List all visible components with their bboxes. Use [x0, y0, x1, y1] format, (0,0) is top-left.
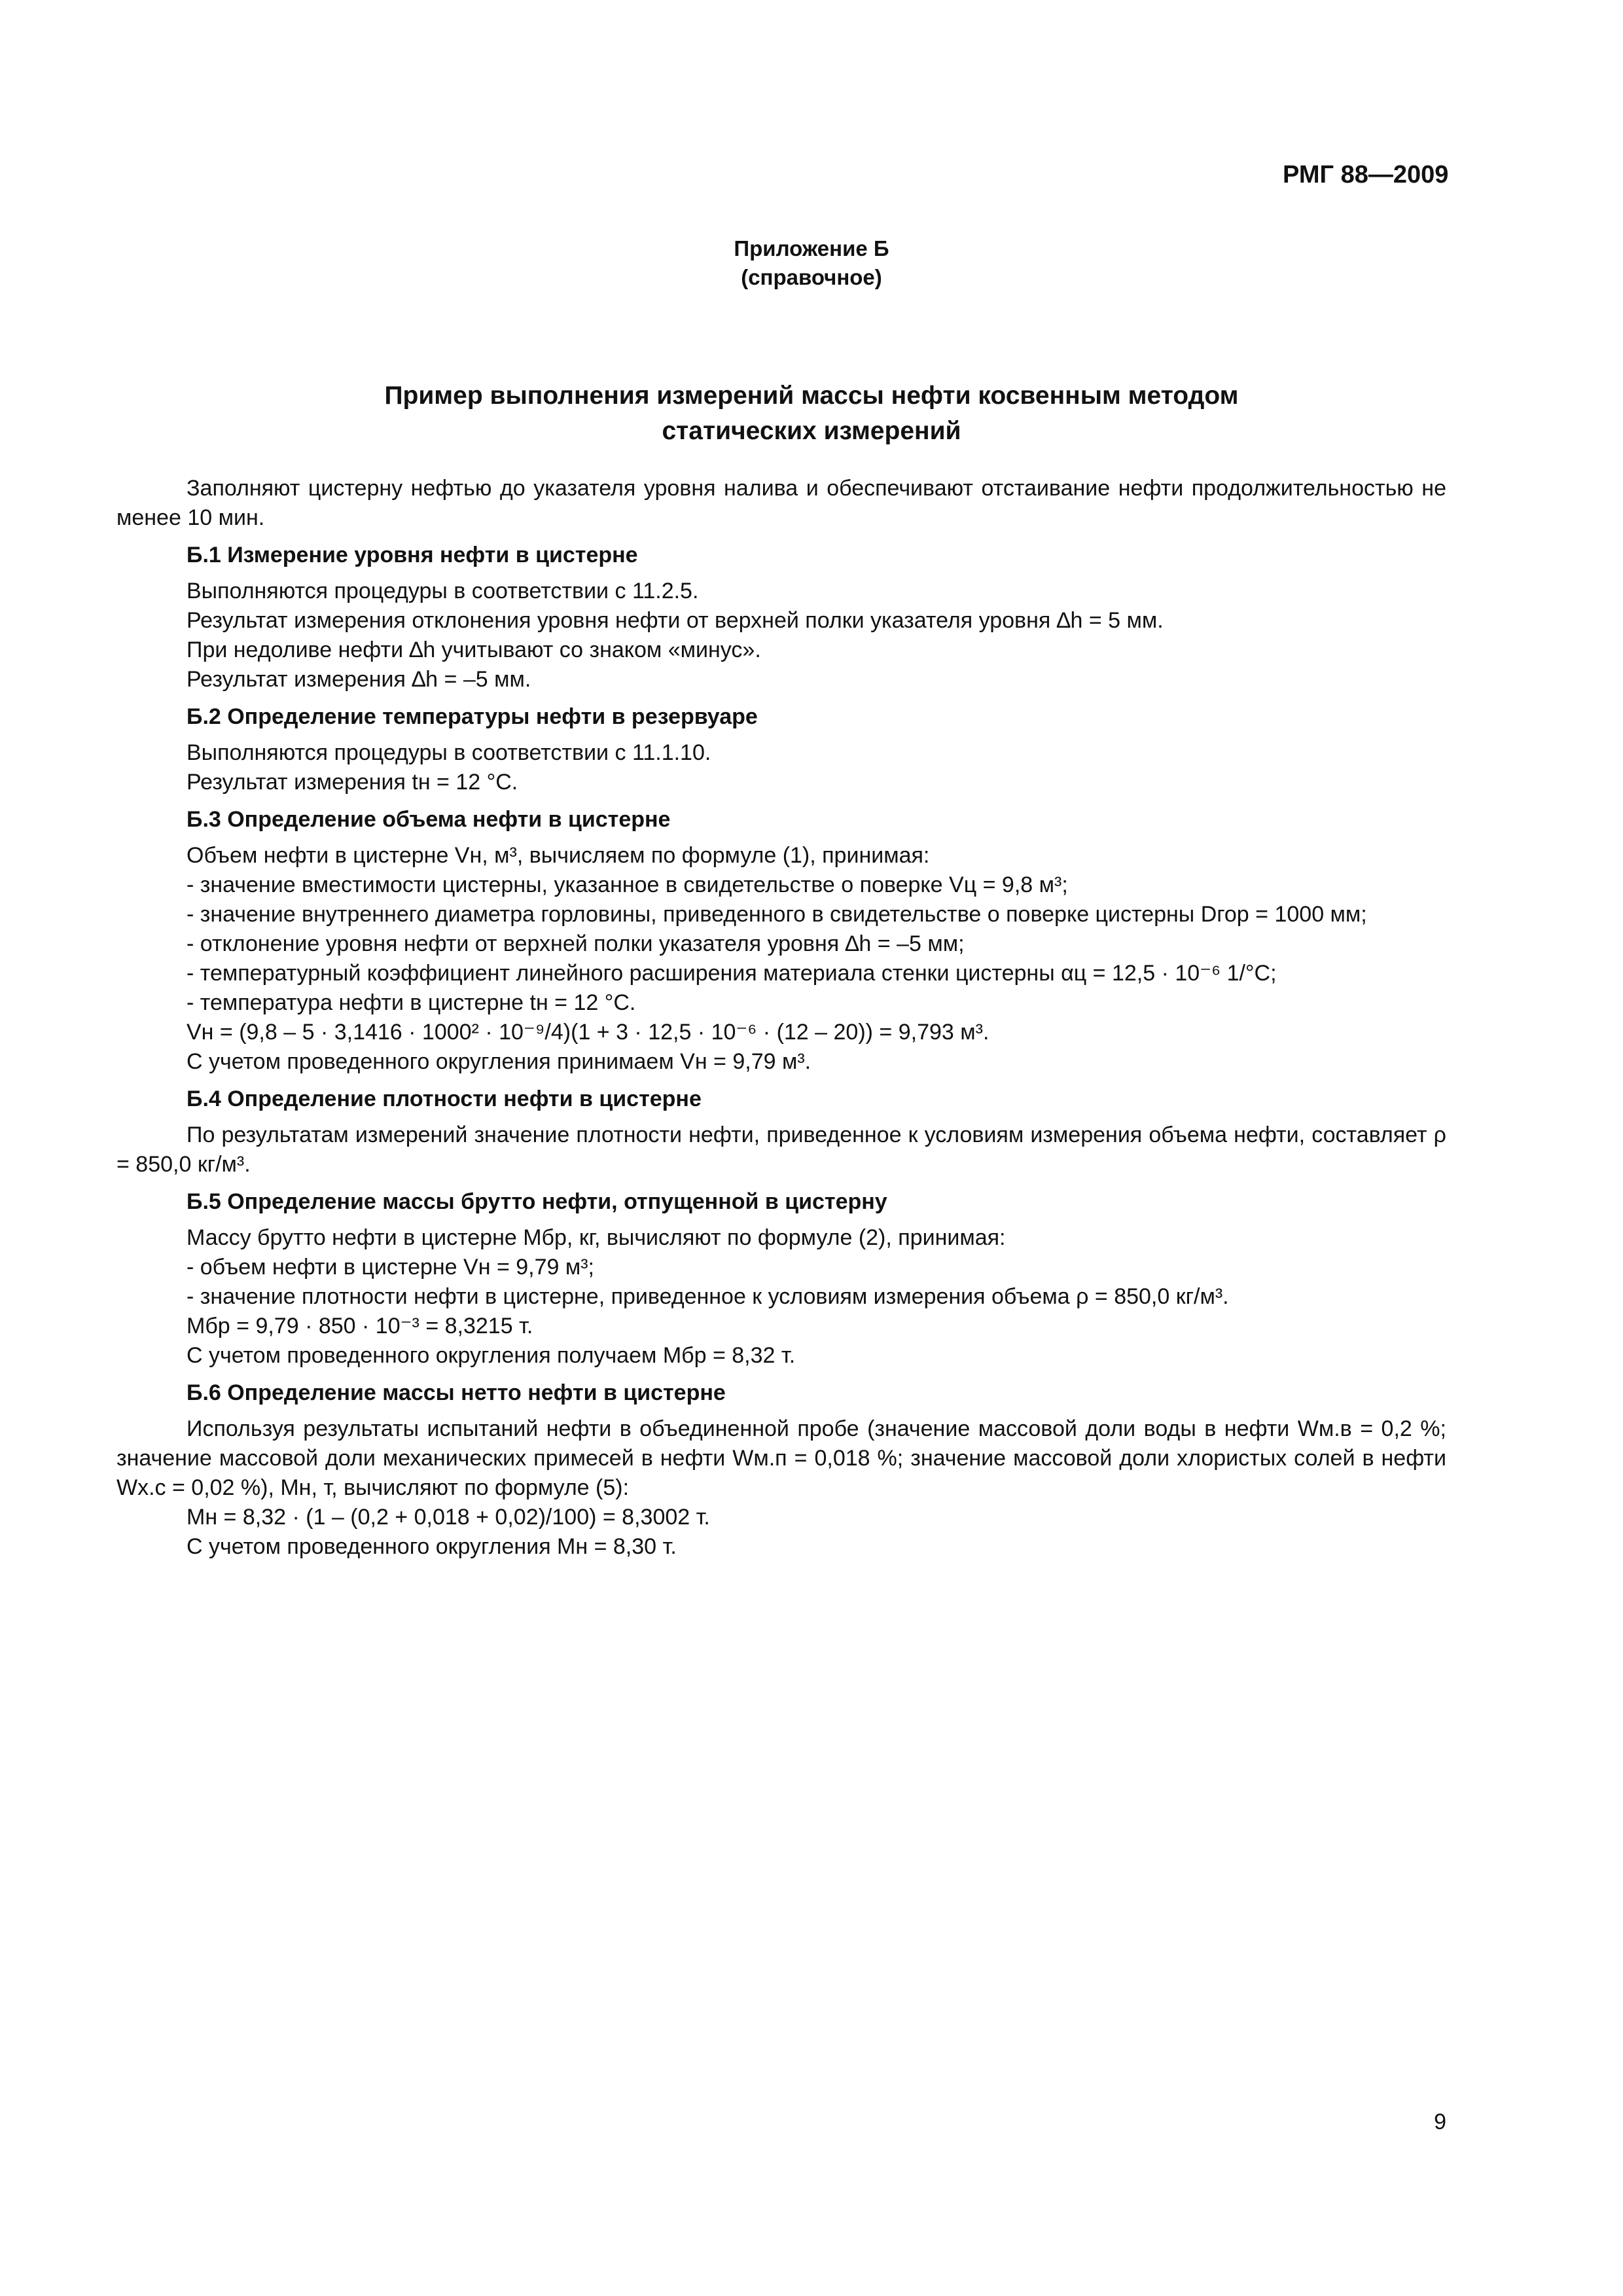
text-line: Результат измерения ∆h = –5 мм. [187, 667, 531, 692]
document-id: РМГ 88—2009 [1283, 161, 1449, 188]
text-line: - температура нефти в цистерне tн = 12 °С. [187, 990, 636, 1015]
section-heading-b5: Б.5 Определение массы брутто нефти, отпущенной в цистерну [187, 1189, 887, 1214]
title-line-1: Пример выполнения измерений массы нефти косвенным методом [384, 382, 1239, 410]
text-paragraph: - значение внутреннего диаметра горловины, приведенного в свидетельстве о поверке цистерны Dгор = 1000 мм; [187, 902, 1367, 927]
text-line: Результат измерения отклонения уровня нефти от верхней полки указателя уровня ∆h = 5 мм. [187, 608, 1164, 633]
text-line: - значение плотности нефти в цистерне, приведенное к условиям измерения объема ρ = 850,0 кг/м³. [187, 1284, 1229, 1309]
text-line: При недоливе нефти ∆h учитывают со знаком «минус». [187, 637, 761, 662]
appendix-type: (справочное) [741, 265, 882, 289]
section-heading-b2: Б.2 Определение температуры нефти в резервуаре [187, 704, 758, 729]
appendix-heading [0, 234, 1623, 292]
formula-line: Мбр = 9,79 · 850 · 10⁻³ = 8,3215 т. [187, 1314, 533, 1338]
text-line: Выполняются процедуры в соответствии с 11.2.5. [187, 579, 699, 603]
text-line: Объем нефти в цистерне Vн, м³, вычисляем по формуле (1), принимая: [187, 843, 930, 868]
intro-paragraph: Заполняют цистерну нефтью до указателя уровня налива и обеспечивают отстаивание нефти продолжительностью не менее 10 мин. [116, 476, 1446, 530]
text-line: Результат измерения tн = 12 °С. [187, 770, 518, 795]
text-line: - температурный коэффициент линейного расширения материала стенки цистерны αц = 12,5 · 10⁻⁶ 1/°С; [187, 961, 1277, 986]
title-line-2: статических измерений [662, 417, 961, 445]
section-heading-b1: Б.1 Измерение уровня нефти в цистерне [187, 543, 638, 567]
text-line: - отклонение уровня нефти от верхней полки указателя уровня ∆h = –5 мм; [187, 931, 965, 956]
section-heading-b4: Б.4 Определение плотности нефти в цистерне [187, 1086, 702, 1111]
document-body [116, 474, 1446, 1562]
text-line: - значение вместимости цистерны, указанное в свидетельстве о поверке Vц = 9,8 м³; [187, 872, 1068, 897]
text-paragraph: По результатам измерений значение плотности нефти, приведенное к условиям измерения объема нефти, составляет ρ = 850,0 кг/м³. [116, 1122, 1446, 1177]
text-line: Выполняются процедуры в соответствии с 11.1.10. [187, 740, 711, 765]
formula-line: Vн = (9,8 – 5 · 3,1416 · 1000² · 10⁻⁹/4)(1 + 3 · 12,5 · 10⁻⁶ · (12 – 20)) = 9,793 м³. [187, 1020, 990, 1045]
text-line: С учетом проведенного округления Мн = 8,30 т. [187, 1534, 677, 1559]
text-line: Массу брутто нефти в цистерне Мбр, кг, вычисляют по формуле (2), принимая: [187, 1225, 1006, 1250]
formula-line: Мн = 8,32 · (1 – (0,2 + 0,018 + 0,02)/100) = 8,3002 т. [187, 1505, 710, 1530]
text-line: С учетом проведенного округления получаем Мбр = 8,32 т. [187, 1343, 796, 1368]
appendix-title: Приложение Б [734, 236, 889, 260]
section-heading-b3: Б.3 Определение объема нефти в цистерне [187, 807, 671, 832]
page-number: 9 [1434, 2109, 1446, 2134]
text-line: С учетом проведенного округления принимаем Vн = 9,79 м³. [187, 1049, 812, 1074]
text-paragraph: Используя результаты испытаний нефти в объединенной пробе (значение массовой доли воды в нефти Wм.в = 0,2 %; значение массовой доли механических примесей в нефти Wм.п = 0,018 %; значение массовой доли хлористых солей в нефти Wх.с = 0,02 %), Мн, т, вычисляют по формуле (5): [116, 1416, 1446, 1500]
section-heading-b6: Б.6 Определение массы нетто нефти в цистерне [187, 1380, 726, 1405]
document-title [0, 378, 1623, 449]
text-line: - объем нефти в цистерне Vн = 9,79 м³; [187, 1255, 595, 1280]
